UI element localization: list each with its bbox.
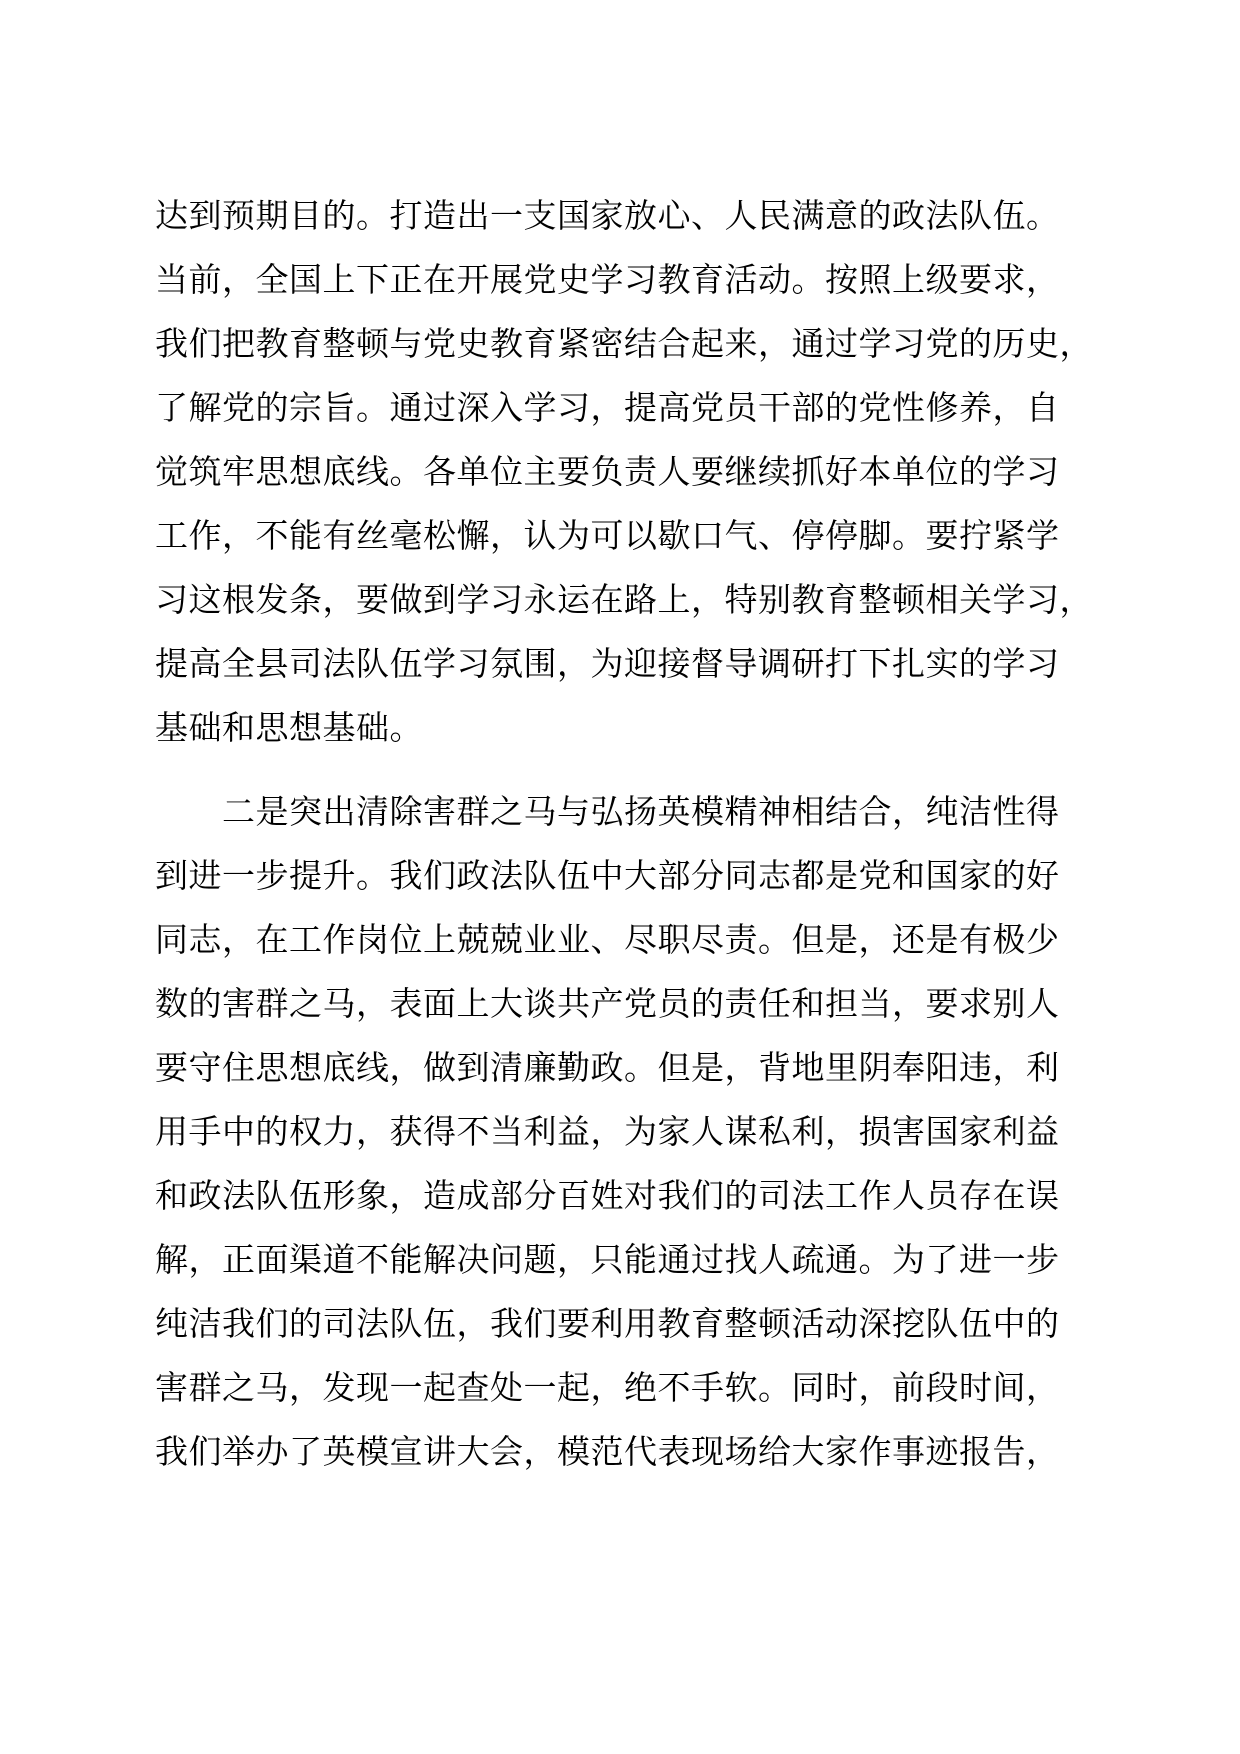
text-line: 害群之马，发现一起查处一起，绝不手软。同时，前段时间，	[155, 1368, 1060, 1407]
text-line: 达到预期目的。打造出一支国家放心、人民满意的政法队伍。	[155, 196, 1060, 235]
text-line: 当前，全国上下正在开展党史学习教育活动。按照上级要求，	[155, 260, 1060, 299]
text-line: 我们把教育整顿与党史教育紧密结合起来，通过学习党的历史，	[155, 324, 1093, 363]
text-line: 提高全县司法队伍学习氛围，为迎接督导调研打下扎实的学习	[155, 644, 1060, 683]
text-line: 我们举办了英模宣讲大会，模范代表现场给大家作事迹报告，	[155, 1432, 1060, 1471]
text-line: 用手中的权力，获得不当利益，为家人谋私利，损害国家利益	[155, 1112, 1060, 1151]
text-line: 数的害群之马，表面上大谈共产党员的责任和担当，要求别人	[155, 984, 1060, 1023]
text-line: 基础和思想基础。	[155, 708, 423, 747]
text-line: 了解党的宗旨。通过深入学习，提高党员干部的党性修养，自	[155, 388, 1060, 427]
text-line: 习这根发条，要做到学习永运在路上，特别教育整顿相关学习，	[155, 580, 1093, 619]
text-line: 同志，在工作岗位上兢兢业业、尽职尽责。但是，还是有极少	[155, 920, 1060, 959]
text-line: 二是突出清除害群之马与弘扬英模精神相结合，纯洁性得	[222, 792, 1060, 831]
text-line: 工作，不能有丝毫松懈，认为可以歇口气、停停脚。要拧紧学	[155, 516, 1060, 555]
text-line: 到进一步提升。我们政法队伍中大部分同志都是党和国家的好	[155, 856, 1060, 895]
text-line: 要守住思想底线，做到清廉勤政。但是，背地里阴奉阳违，利	[155, 1048, 1060, 1087]
text-line: 觉筑牢思想底线。各单位主要负责人要继续抓好本单位的学习	[155, 452, 1060, 491]
text-line: 解，正面渠道不能解决问题，只能通过找人疏通。为了进一步	[155, 1240, 1060, 1279]
text-line: 和政法队伍形象，造成部分百姓对我们的司法工作人员存在误	[155, 1176, 1060, 1215]
text-line: 纯洁我们的司法队伍，我们要利用教育整顿活动深挖队伍中的	[155, 1304, 1060, 1343]
